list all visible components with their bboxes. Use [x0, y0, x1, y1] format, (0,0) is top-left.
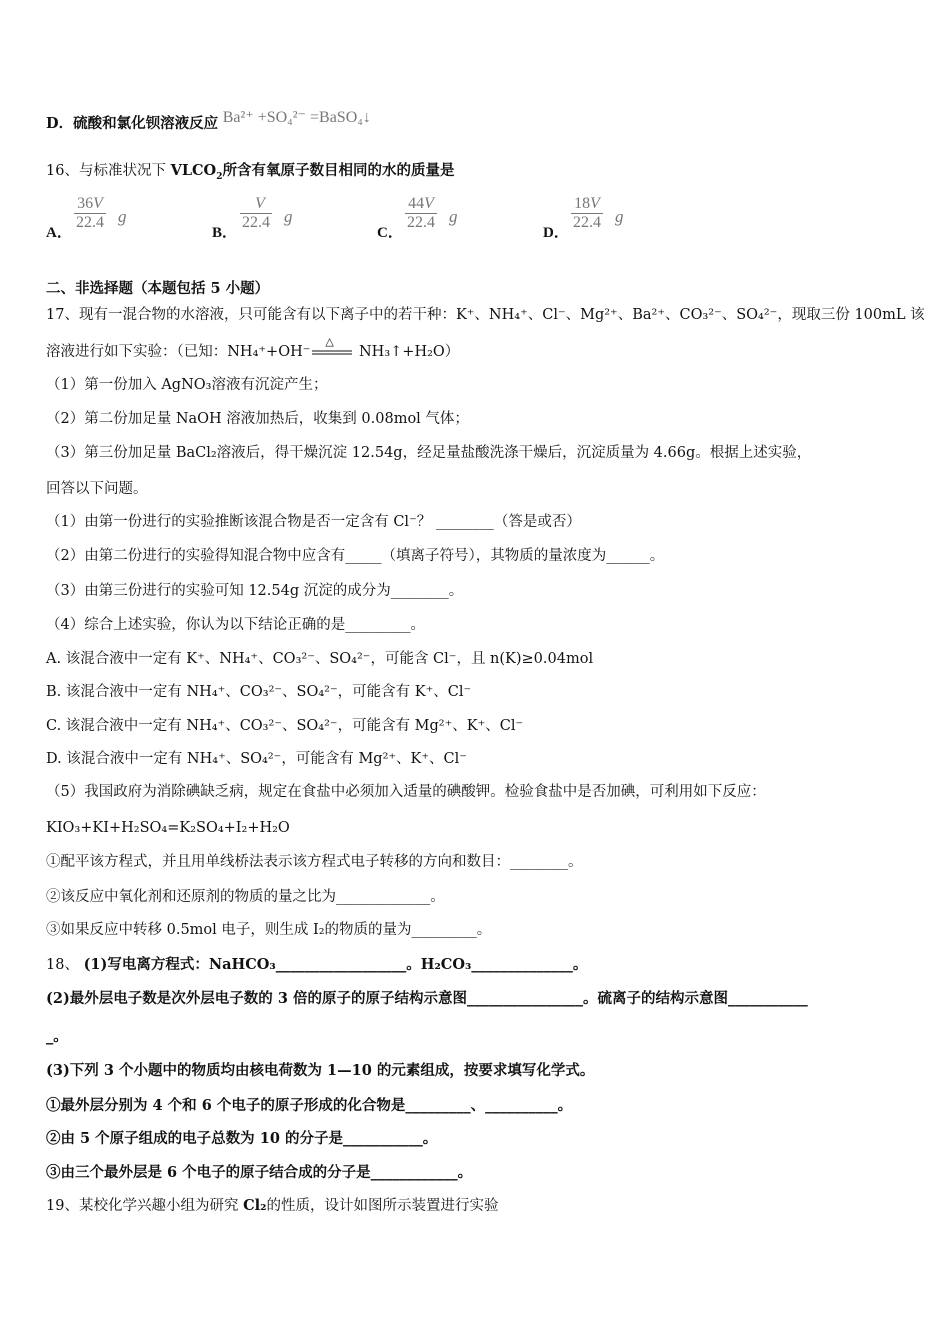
q16-option-c-label: C． — [377, 225, 403, 241]
q17-reaction: KIO₃+KI+H₂SO₄=K₂SO₄+I₂+H₂O — [46, 820, 290, 836]
q16-option-c-fraction: $\frac{44V}{22.4}$ — [407, 195, 435, 231]
q17-subquestion-5-2: ②该反应中氧化剂和还原剂的物质的量之比为_____________。 — [46, 889, 445, 905]
q18-line4: ①最外层分别为 4 个和 6 个电子的原子形成的化合物是_________、__________。 — [46, 1097, 573, 1114]
q17-subquestion-5-3: ③如果反应中转移 0.5mol 电子，则生成 I₂的物质的量为_________。 — [46, 922, 492, 938]
q16-stem-part3: 所含有氧原子数目相同的水的质量是 — [222, 162, 455, 179]
q18-line3: (3)下列 3 个小题中的物质均由核电荷数为 1—10 的元素组成，按要求填写化学式。 — [46, 1062, 595, 1079]
q16-option-c-unit: g — [449, 207, 458, 226]
q19-stem-part2: Cl₂ — [243, 1197, 267, 1214]
q18-line6: ③由三个最外层是 6 个电子的原子结合成的分子是____________。 — [46, 1164, 473, 1181]
q19-stem-part3: 的性质，设计如图所示装置进行实验 — [266, 1198, 499, 1214]
q18-line2-continued: _。 — [46, 1028, 68, 1045]
q15-option-d-label: D．硫酸和氯化钡溶液反应 — [46, 115, 219, 132]
q18-line1 — [46, 955, 587, 975]
q17-subquestion-1: （1）由第一份进行的实验推断该混合物是否一定含有 Cl⁻？ ________（答是或否） — [46, 514, 581, 530]
q17-experiment-2: （2）第二份加足量 NaOH 溶液加热后，收集到 0.08mol 气体； — [46, 411, 469, 427]
q16-option-a-unit: g — [118, 207, 127, 226]
q17-subquestion-2: （2）由第二份进行的实验得知混合物中应含有_____（填离子符号），其物质的量浓度为______。 — [46, 548, 665, 564]
q19-stem-part1: 19、某校化学兴趣小组为研究 — [46, 1198, 244, 1214]
q17-stem-line2 — [46, 335, 460, 362]
q17-stem-line2a: 溶液进行如下实验：（已知：NH₄⁺+OH⁻ — [46, 344, 311, 360]
q16-option-d-fraction: $\frac{18V}{22.4}$ — [573, 195, 601, 231]
q17-subquestion-4: （4）综合上述实验，你认为以下结论正确的是_________。 — [46, 617, 425, 633]
q16-stem: 16、与标准状况下 $VLCO_2$所含有氧原子数目相同的水的质量是 — [46, 162, 455, 182]
q17-experiment-1: （1）第一份加入 AgNO₃溶液有沉淀产生； — [46, 377, 328, 393]
q18-number: 18、 — [46, 957, 84, 973]
q16-option-b-unit: g — [284, 207, 293, 226]
q16-stem-part1: 16、与标准状况下 — [46, 163, 171, 179]
reaction-arrow-icon — [310, 335, 354, 359]
q18-line2: (2)最外层电子数是次外层电子数的 3 倍的原子的原子结构示意图________________。硫离子的结构示意图___________ — [46, 990, 808, 1007]
q17-option-d: D. 该混合液中一定有 NH₄⁺、SO₄²⁻，可能含有 Mg²⁺、K⁺、Cl⁻ — [46, 751, 467, 767]
q17-experiment-3-line2: 回答以下问题。 — [46, 481, 148, 497]
q17-option-c: C. 该混合液中一定有 NH₄⁺、CO₃²⁻、SO₄²⁻，可能含有 Mg²⁺、K⁺、Cl⁻ — [46, 718, 524, 734]
q16-option-a-fraction: $\frac{36V}{22.4}$ — [76, 195, 104, 231]
q16-option-d-label: D． — [543, 225, 569, 241]
q18-part1: (1)写电离方程式：NaHCO₃__________________。H₂CO₃______________。 — [83, 956, 588, 973]
q17-stem-line1: 17、现有一混合物的水溶液，只可能含有以下离子中的若干种：K⁺、NH₄⁺、Cl⁻、Mg²⁺、Ba²⁺、CO₃²⁻、SO₄²⁻，现取三份 100mL 该 — [46, 307, 925, 323]
q18-line5: ②由 5 个原子组成的电子总数为 10 的分子是___________。 — [46, 1130, 438, 1147]
q17-option-b: B. 该混合液中一定有 NH₄⁺、CO₃²⁻、SO₄²⁻，可能含有 K⁺、Cl⁻ — [46, 684, 472, 700]
q17-stem-line2b: NH₃↑+H₂O） — [354, 344, 460, 360]
q16-option-a-label: A． — [46, 225, 72, 241]
q17-subquestion-3: （3）由第三份进行的实验可知 12.54g 沉淀的成分为________。 — [46, 583, 464, 599]
q17-subquestion-5-1: ①配平该方程式，并且用单线桥法表示该方程式电子转移的方向和数目：________。 — [46, 854, 583, 870]
q19-stem — [46, 1196, 498, 1216]
q15-option-d-equation: Ba²⁺ +SO₄²⁻ =BaSO₄↓ — [222, 109, 371, 126]
q15-option-d — [46, 109, 371, 134]
q17-experiment-3-line1: （3）第三份加足量 BaCl₂溶液后，得干燥沉淀 12.54g，经足量盐酸洗涤干燥后，沉淀质量为 4.66g。根据上述实验， — [46, 445, 812, 461]
heating-mark: △ — [325, 335, 334, 348]
q17-subquestion-5: （5）我国政府为消除碘缺乏病，规定在食盐中必须加入适量的碘酸钾。检验食盐中是否加碘，可利用如下反应： — [46, 784, 766, 800]
q17-option-a: A. 该混合液中一定有 K⁺、NH₄⁺、CO₃²⁻、SO₄²⁻，可能含 Cl⁻，且 n(K)≥0.04mol — [46, 651, 594, 667]
section-heading: 二、非选择题（本题包括 5 小题） — [46, 280, 270, 297]
q16-option-d-unit: g — [615, 207, 624, 226]
q16-option-b-fraction: $\frac{V}{22.4}$ — [242, 195, 270, 231]
q16-stem-part2: VLCO — [170, 162, 217, 179]
q16-option-b-label: B． — [212, 225, 238, 241]
